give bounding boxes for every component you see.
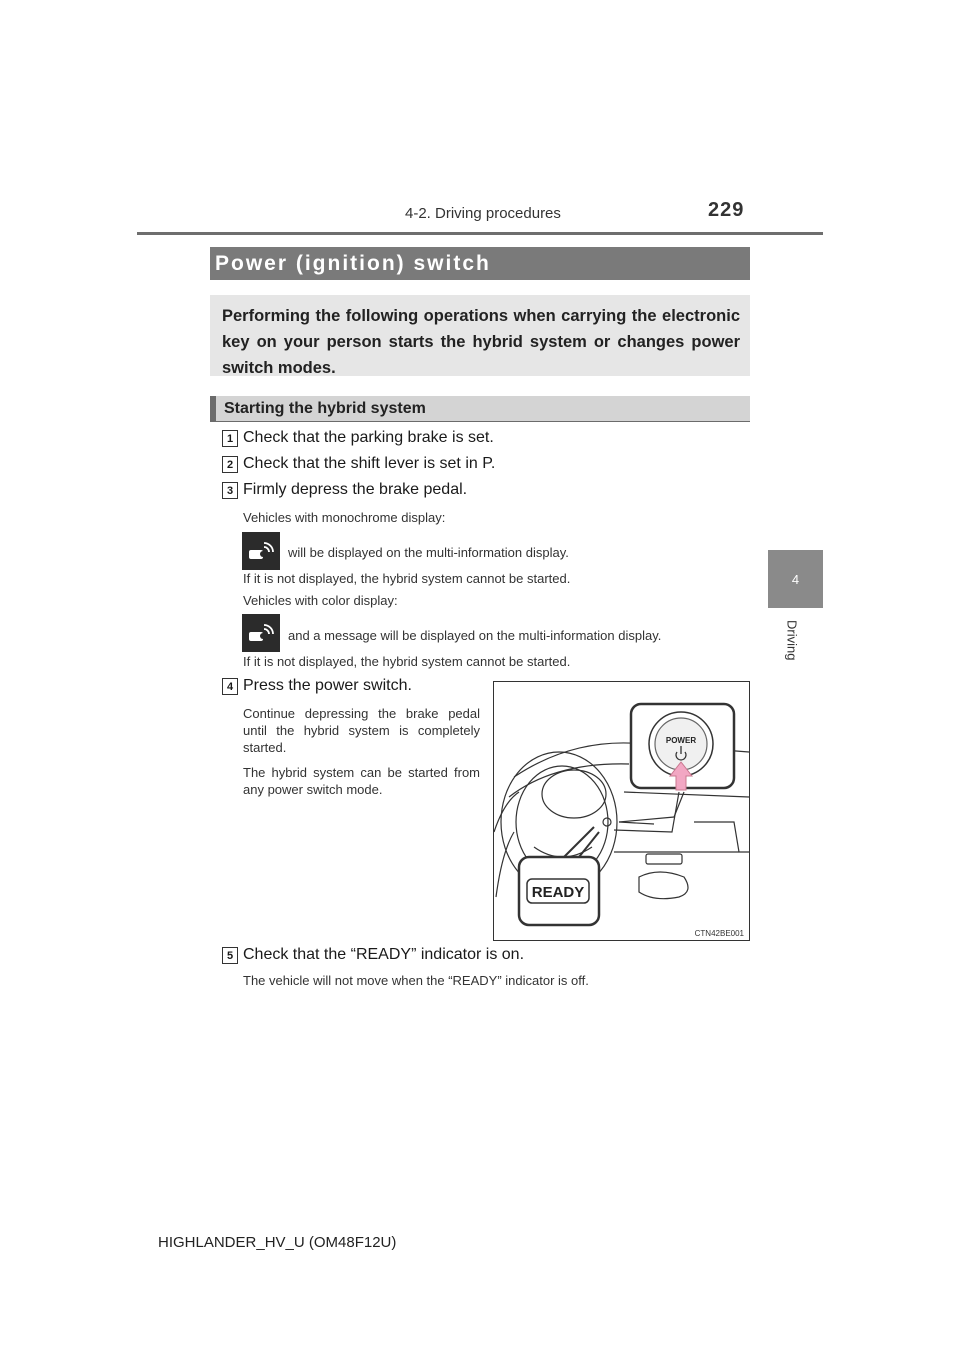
step5-note: The vehicle will not move when the “READY” indicator is off.	[243, 973, 589, 988]
subsection-rule	[210, 421, 750, 422]
section-title: Power (ignition) switch	[210, 247, 750, 280]
step-text: Check that the parking brake is set.	[243, 429, 494, 446]
step-text: Firmly depress the brake pedal.	[243, 481, 468, 498]
color-fail-note: If it is not displayed, the hybrid system cannot be started.	[243, 654, 571, 669]
dashboard-illustration	[493, 681, 750, 941]
chapter-label: Driving	[784, 620, 800, 661]
step-text: Press the power switch.	[243, 677, 412, 694]
step-number: 3	[222, 482, 238, 499]
ready-indicator-icon	[242, 532, 280, 570]
dashboard-drawing	[494, 682, 749, 940]
power-label: POWER	[665, 736, 697, 745]
step4-note: Continue depressing the brake pedal until the hybrid system is completely started.	[243, 706, 480, 755]
color-display-label: Vehicles with color display:	[243, 593, 398, 608]
footer-model: HIGHLANDER_HV_U (OM48F12U)	[158, 1234, 397, 1251]
ready-label: READY	[531, 884, 585, 901]
mono-fail-note: If it is not displayed, the hybrid system cannot be started.	[243, 571, 571, 586]
color-icon-note: and a message will be displayed on the multi-information display.	[288, 628, 662, 643]
page-number: 229	[708, 199, 745, 221]
step-number: 1	[222, 430, 238, 447]
step-text: Check that the shift lever is set in P.	[243, 455, 496, 472]
step-number: 5	[222, 947, 238, 964]
mono-icon-note: will be displayed on the multi-information display.	[288, 545, 569, 560]
step4-note: The hybrid system can be started from any power switch mode.	[243, 765, 480, 797]
ready-indicator-icon	[242, 614, 280, 652]
header-rule	[137, 232, 823, 235]
step-number: 4	[222, 678, 238, 695]
subsection-title: Starting the hybrid system	[210, 396, 750, 421]
mono-display-label: Vehicles with monochrome display:	[243, 510, 446, 525]
section-heading: 4-2. Driving procedures	[405, 205, 561, 222]
step-text: Check that the “READY” indicator is on.	[243, 946, 525, 963]
chapter-tab: 4	[768, 550, 823, 608]
intro-text: Performing the following operations when carrying the electronic key on your person starts the hybrid system or changes power switch modes.	[210, 295, 750, 376]
illustration-code: CTN42BE001	[694, 929, 744, 938]
step-number: 2	[222, 456, 238, 473]
